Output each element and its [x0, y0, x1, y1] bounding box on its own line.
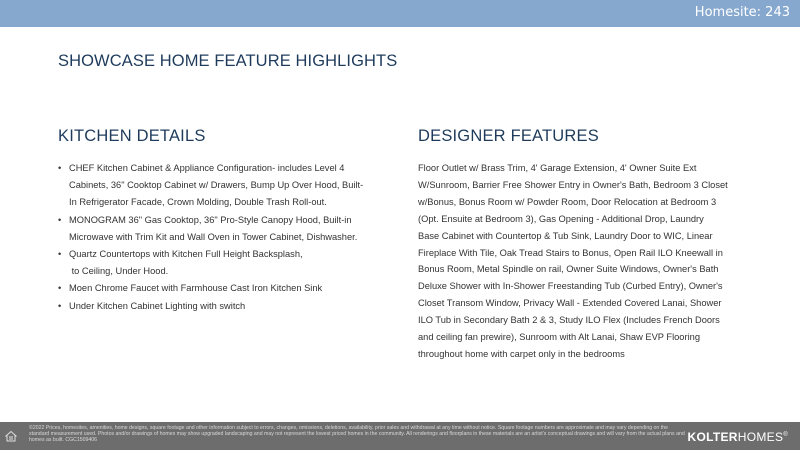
- designer-line: W/Sunroom, Barrier Free Shower Entry in Owner's Bath, Bedroom 3 Closet: [418, 179, 728, 190]
- designer-line: Fireplace With Tile, Oak Tread Stairs to Bonus, Open Rail ILO Kneewall in: [418, 247, 723, 258]
- list-item: [58, 298, 378, 315]
- kitchen-details-heading: KITCHEN DETAILS: [58, 127, 206, 145]
- page-title: SHOWCASE HOME FEATURE HIGHLIGHTS: [58, 52, 398, 70]
- list-item: [58, 160, 378, 212]
- designer-line: (Opt. Ensuite at Bedroom 3), Gas Opening - Additional Drop, Laundry: [418, 213, 704, 224]
- brand-bold: KOLTER: [687, 430, 738, 444]
- top-banner: [0, 0, 800, 27]
- list-item-line: • Moen Chrome Faucet with Farmhouse Cast Iron Kitchen Sink: [69, 283, 323, 294]
- designer-line: Closet Transom Window, Privacy Wall - Extended Covered Lanai, Shower: [418, 298, 722, 309]
- designer-line: and ceiling fan prewire), Sunroom with Alt Lanai, Shaw EVP Flooring: [418, 332, 700, 343]
- designer-line: Floor Outlet w/ Brass Trim, 4' Garage Extension, 4' Owner Suite Ext: [418, 163, 697, 173]
- equal-housing-icon: [5, 430, 17, 442]
- list-item-line: Microwave with Trim Kit and Wall Oven in Tower Cabinet, Dishwasher.: [69, 231, 358, 242]
- brand-light: HOMES: [737, 430, 784, 444]
- list-item: [58, 212, 378, 246]
- list-item-line: to Ceiling, Under Hood.: [69, 266, 169, 277]
- list-item-line: • Quartz Countertops with Kitchen Full Height Backsplash,: [69, 249, 303, 260]
- list-item-line: • CHEF Kitchen Cabinet & Appliance Configuration- includes Level 4: [69, 163, 345, 173]
- list-item: [58, 246, 378, 280]
- list-item-line: In Refrigerator Facade, Crown Molding, Double Trash Roll-out.: [69, 197, 327, 208]
- designer-line: w/Bonus, Bonus Room w/ Powder Room, Door Relocation at Bedroom 3: [418, 196, 717, 207]
- designer-features-heading: DESIGNER FEATURES: [418, 127, 599, 145]
- designer-line: Bonus Room, Metal Spindle on rail, Owner Suite Windows, Owner's Bath: [418, 264, 719, 275]
- homesite-label: Homesite: 243: [694, 5, 790, 20]
- list-item-line: Cabinets, 36" Cooktop Cabinet w/ Drawers, Bump Up Over Hood, Built-: [69, 180, 364, 191]
- list-item-line: • MONOGRAM 36" Gas Cooktop, 36" Pro-Style Canopy Hood, Built-in: [69, 214, 352, 225]
- designer-line: throughout home with carpet only in the bedrooms: [418, 348, 625, 359]
- list-item: [58, 280, 378, 297]
- footer-bar: [0, 422, 800, 450]
- list-item-line: • Under Kitchen Cabinet Lighting with switch: [69, 300, 246, 311]
- designer-line: Deluxe Shower with In-Shower Freestanding Tub (Curbed Entry), Owner's: [418, 281, 723, 292]
- legal-disclaimer: ©2022 Prices, homesites, amenities, home designs, square footage and other information subject to errors, changes, omissions, deletions, availability, prior sales and withdrawal at any time without notice. Square footage numbers are approximate and may vary depending on the standard measurement used. Photos and/or drawings of homes may show upgraded landscaping and may not represent the lowest priced homes in the community. All renderings and floorplans in these materials are an artist's conceptual drawings and will vary from the actual plans and homes as built. CGC1509406: [29, 425, 685, 444]
- kolter-homes-logo: [688, 430, 789, 444]
- brand-mark: ®: [783, 432, 788, 438]
- designer-features-text: [418, 160, 738, 363]
- designer-line: Base Cabinet with Countertop & Tub Sink, Laundry Door to WIC, Linear: [418, 230, 713, 241]
- designer-line: ILO Tub in Secondary Bath 2 & 3, Study ILO Flex (Includes French Doors: [418, 315, 720, 326]
- kitchen-details-list: [58, 160, 378, 315]
